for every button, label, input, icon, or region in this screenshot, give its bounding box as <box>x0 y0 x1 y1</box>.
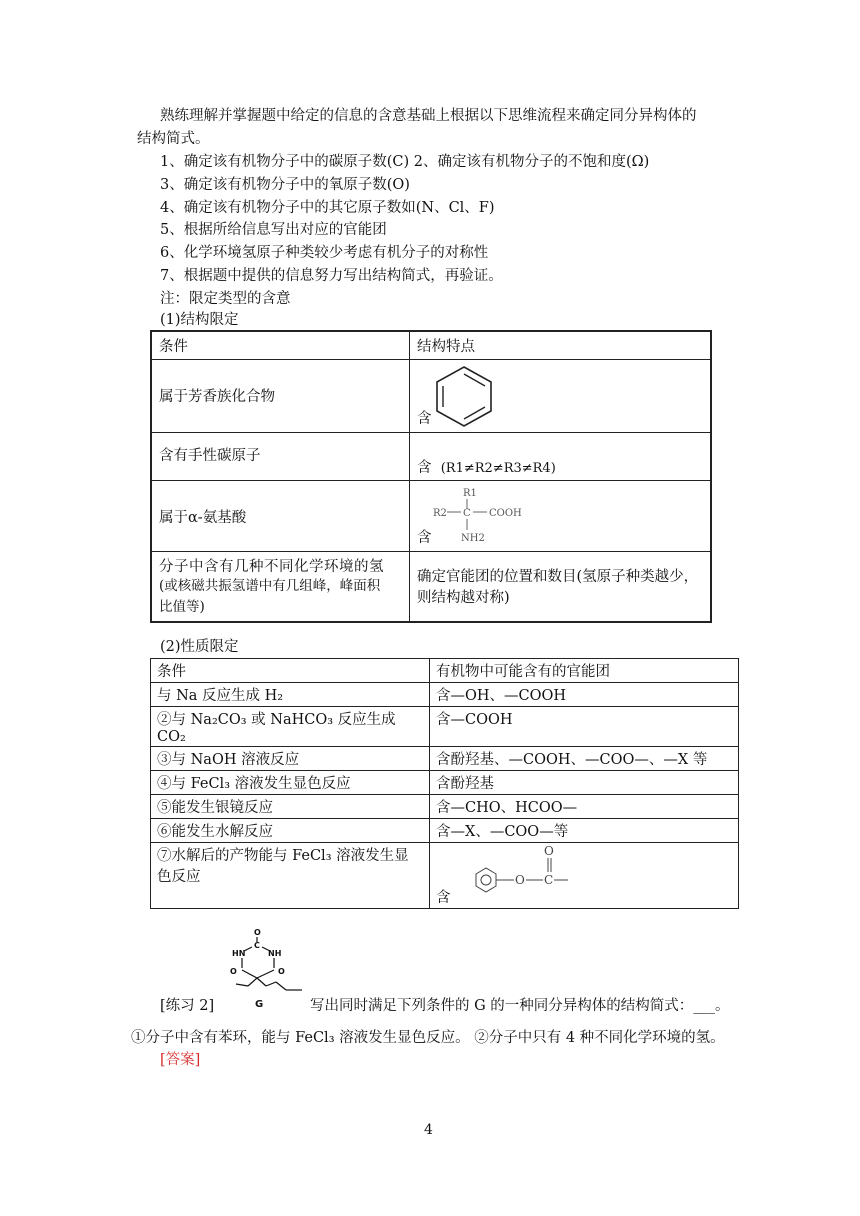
compound-g-structure-icon <box>228 926 308 1010</box>
hydrogen-env-feature: 确定官能团的位置和数目(氢原子种类越少， 则结构越对称) <box>410 552 712 623</box>
table2-row-condition: ②与 Na₂CO₃ 或 NaHCO₃ 反应生成 CO₂ <box>151 707 430 747</box>
table2-row-condition: ⑦水解后的产物能与 FeCl₃ 溶液发生显 色反应 <box>151 843 430 909</box>
svg-text:NH: NH <box>268 949 282 958</box>
phenyl-ester-feature-cell: 含 O C O <box>430 843 739 909</box>
svg-text:COOH: COOH <box>489 508 522 519</box>
chiral-carbon-feature: 含 (R1≠R2≠R3≠R4) <box>410 433 712 481</box>
phenyl-ester-structure-icon <box>456 844 596 906</box>
chiral-carbon-condition: 含有手性碳原子 <box>151 433 410 481</box>
svg-text:O: O <box>278 967 285 976</box>
table2-row-condition: ③与 NaOH 溶液反应 <box>151 747 430 771</box>
table2-row-condition: ④与 FeCl₃ 溶液发生显色反应 <box>151 771 430 795</box>
table2-row-group: 含—X、—COO—等 <box>430 819 739 843</box>
answer-label: [答案] <box>160 1052 201 1068</box>
practice-conditions: ①分子中含有苯环，能与 FeCl₃ 溶液发生显色反应。 ②分子中只有 4 种不同化学环境的氢。 <box>131 1030 725 1046</box>
contains-label: 含 <box>417 411 432 427</box>
svg-text:C: C <box>544 873 554 887</box>
svg-text:O: O <box>544 844 554 858</box>
amino-acid-structure-icon <box>433 484 553 548</box>
svg-text:O: O <box>230 967 237 976</box>
svg-text:HN: HN <box>232 949 246 958</box>
benzene-ring-icon <box>429 363 499 429</box>
step-7: 7、根据题中提供的信息努力写出结构简式，再验证。 <box>160 268 503 284</box>
page-number: 4 <box>424 1122 433 1138</box>
step-3: 3、确定该有机物分子中的氧原子数(O) <box>160 177 410 193</box>
table2-header-condition: 条件 <box>151 659 430 683</box>
table2-row-condition: ⑤能发生银镜反应 <box>151 795 430 819</box>
svg-text:C: C <box>254 941 260 950</box>
table2-row-group: 含—COOH <box>430 707 739 747</box>
amino-acid-feature-cell: 含 R1 R2 C COOH NH2 <box>410 481 712 552</box>
step-1: 1、确定该有机物分子中的碳原子数(C) 2、确定该有机物分子的不饱和度(Ω) <box>160 154 650 170</box>
table2-row-condition: ⑥能发生水解反应 <box>151 819 430 843</box>
table1-header-feature: 结构特点 <box>410 331 712 360</box>
practice-label: [练习 2] <box>160 998 215 1014</box>
step-4: 4、确定该有机物分子中的其它原子数如(N、Cl、F) <box>160 200 495 216</box>
svg-text:C: C <box>463 508 471 519</box>
amino-acid-condition: 属于α-氨基酸 <box>151 481 410 552</box>
table2-row-condition: 与 Na 反应生成 H₂ <box>151 683 430 707</box>
hydrogen-env-condition: 分子中含有几种不同化学环境的氢 (或核磁共振氢谱中有几组峰，峰面积 比值等) <box>151 552 410 623</box>
structure-limit-table <box>150 330 712 623</box>
section-structure-limit: (1)结构限定 <box>160 312 239 328</box>
note-heading: 注：限定类型的含意 <box>160 291 291 307</box>
svg-text:G: G <box>255 999 264 1010</box>
svg-text:O: O <box>515 873 525 887</box>
table2-header-group: 有机物中可能含有的官能团 <box>430 659 739 683</box>
step-6: 6、化学环境氢原子种类较少考虑有机分子的对称性 <box>160 245 489 261</box>
table2-row-group: 含—OH、—COOH <box>430 683 739 707</box>
svg-text:R1: R1 <box>463 488 477 499</box>
section-property-limit: (2)性质限定 <box>160 639 239 655</box>
aromatic-condition: 属于芳香族化合物 <box>151 360 410 433</box>
aromatic-feature-cell <box>410 360 712 433</box>
svg-text:R2: R2 <box>433 508 447 519</box>
table2-row-group: 含酚羟基 <box>430 771 739 795</box>
table2-row-group: 含酚羟基、—COOH、—COO—、—X 等 <box>430 747 739 771</box>
practice-question: 写出同时满足下列条件的 G 的一种同分异构体的结构简式：___。 <box>310 998 730 1014</box>
intro-paragraph-cont: 结构简式。 <box>137 131 210 147</box>
property-limit-table <box>150 658 739 909</box>
intro-paragraph: 熟练理解并掌握题中给定的信息的含意基础上根据以下思维流程来确定同分异构体的 <box>160 108 697 124</box>
svg-text:O: O <box>254 928 261 937</box>
step-5: 5、根据所给信息写出对应的官能团 <box>160 222 387 238</box>
table2-row-group: 含—CHO、HCOO— <box>430 795 739 819</box>
svg-text:NH2: NH2 <box>461 533 485 544</box>
table1-header-condition: 条件 <box>151 331 410 360</box>
